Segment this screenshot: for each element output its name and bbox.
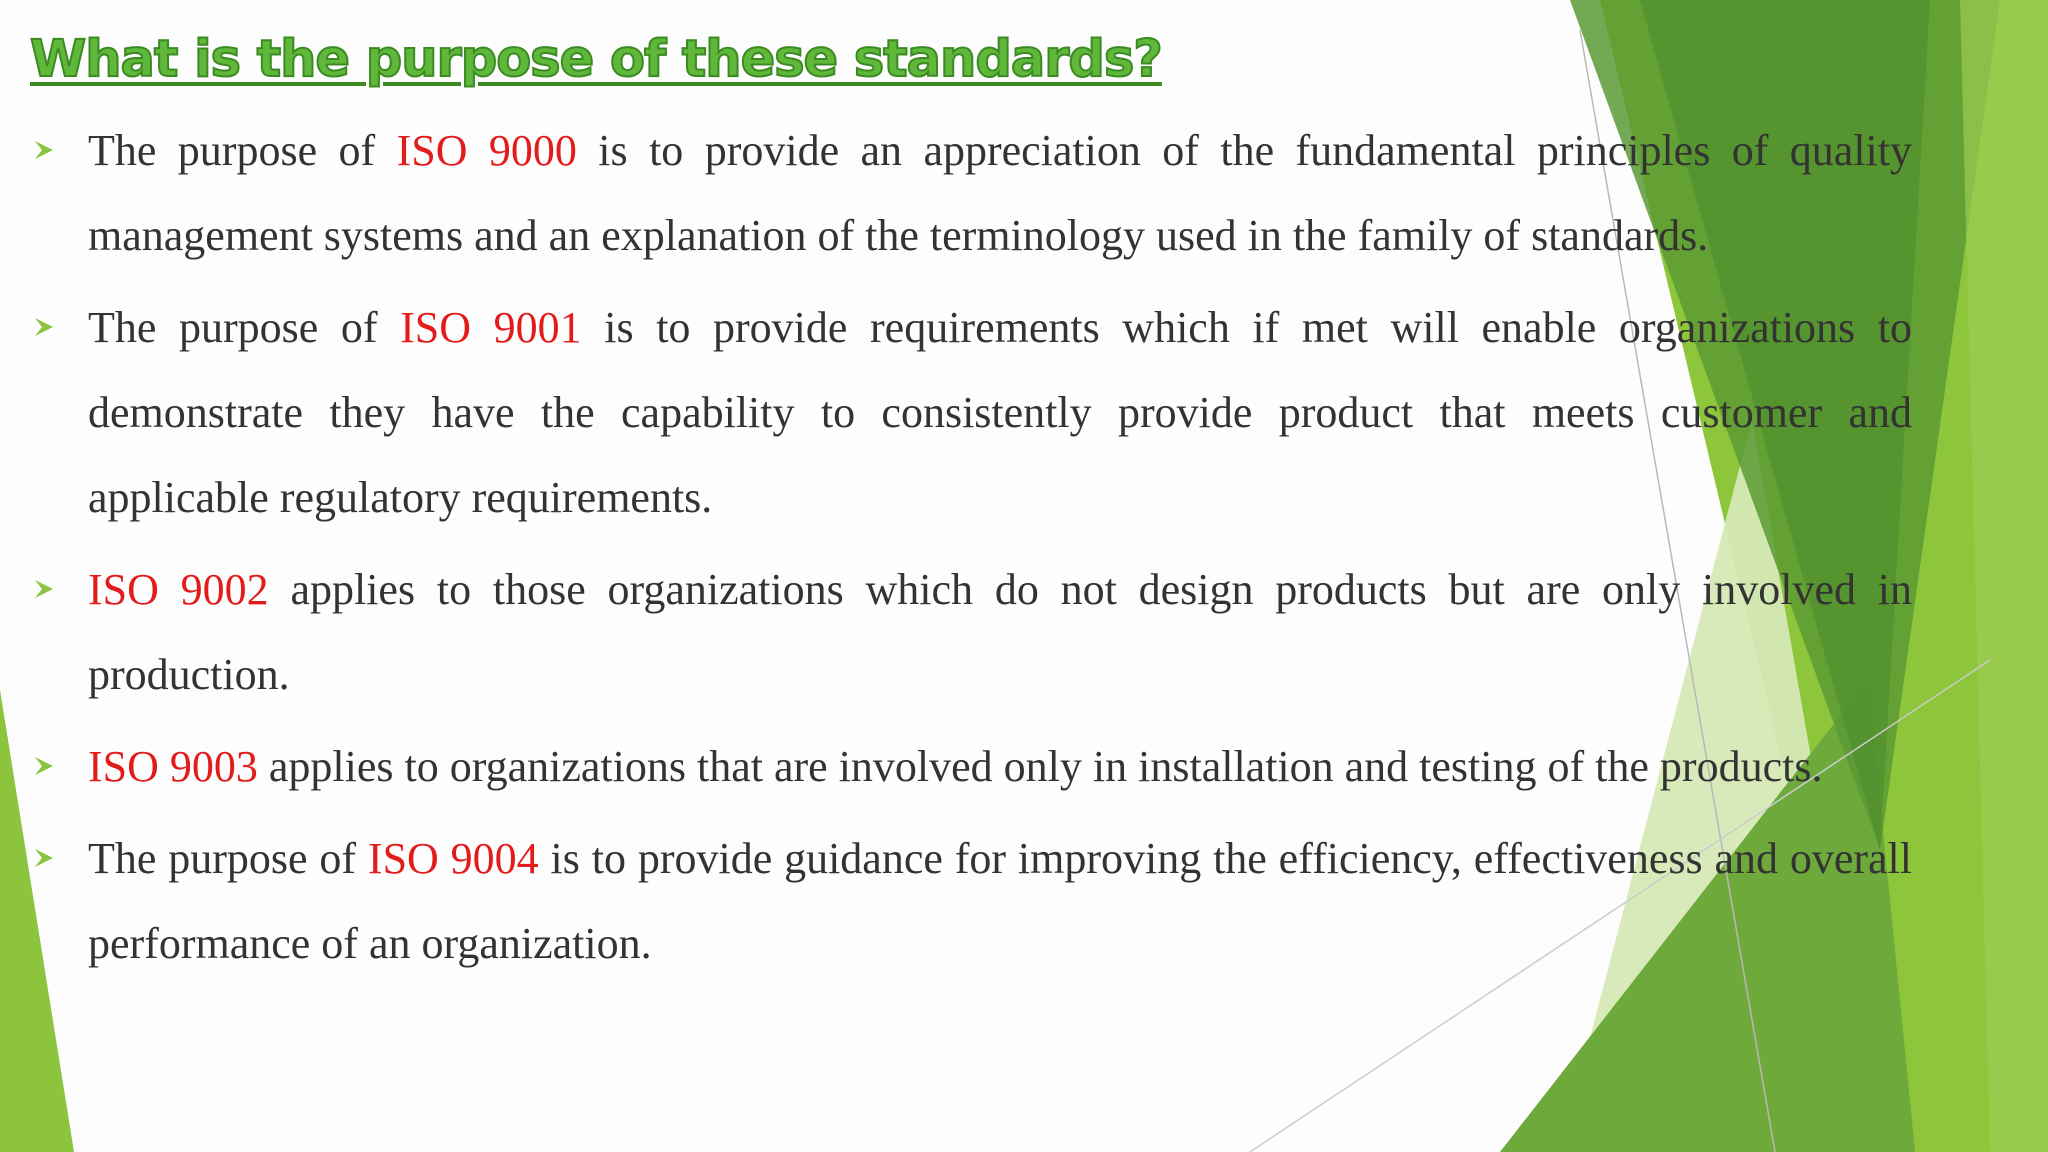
- bullet-body-text: is to provide guidance for improving the efficiency, effectiveness and overall performance of an organization.: [88, 834, 1912, 968]
- arrow-right-bullet-icon: [32, 754, 56, 778]
- bullet-item-iso-9004: [0, 816, 2048, 986]
- bullet-item-iso-9002: [0, 547, 2048, 717]
- bullet-text: [88, 816, 1912, 986]
- standard-name-highlight: ISO 9003: [88, 742, 258, 791]
- bullet-body-text: applies to organizations that are involved only in installation and testing of the products.: [257, 742, 1823, 791]
- bullet-lead-text: The purpose of: [88, 834, 368, 883]
- bullet-lead-text: The purpose of: [88, 303, 401, 352]
- arrow-right-bullet-icon: [32, 138, 56, 162]
- bullet-body-text: is to provide requirements which if met will enable organizations to demonstrate they have the capability to consistently provide product that meets customer and applicable regulatory requirements.: [88, 303, 1912, 522]
- arrow-right-bullet-icon: [32, 577, 56, 601]
- slide-title: What is the purpose of these standards?: [30, 30, 1162, 89]
- bullet-text: [88, 108, 1912, 278]
- standard-name-highlight: ISO 9004: [367, 834, 539, 883]
- bullet-text: [88, 547, 1912, 717]
- bullet-lead-text: The purpose of: [88, 126, 397, 175]
- arrow-right-bullet-icon: [32, 846, 56, 870]
- bullet-text: [88, 285, 1912, 540]
- arrow-right-bullet-icon: [32, 315, 56, 339]
- bullet-item-iso-9001: [0, 285, 2048, 540]
- standard-name-highlight: ISO 9001: [400, 303, 582, 352]
- bullet-body-text: applies to those organizations which do not design products but are only involved in production.: [88, 565, 1912, 699]
- standard-name-highlight: ISO 9002: [88, 565, 269, 614]
- bullet-item-iso-9000: [0, 108, 2048, 278]
- bullet-body-text: is to provide an appreciation of the fundamental principles of quality management systems and an explanation of the terminology used in the family of standards.: [88, 126, 1912, 260]
- standard-name-highlight: ISO 9000: [396, 126, 577, 175]
- bullet-text: [88, 724, 1912, 809]
- bullet-item-iso-9003: [0, 724, 2048, 809]
- bullet-list: [0, 108, 2048, 993]
